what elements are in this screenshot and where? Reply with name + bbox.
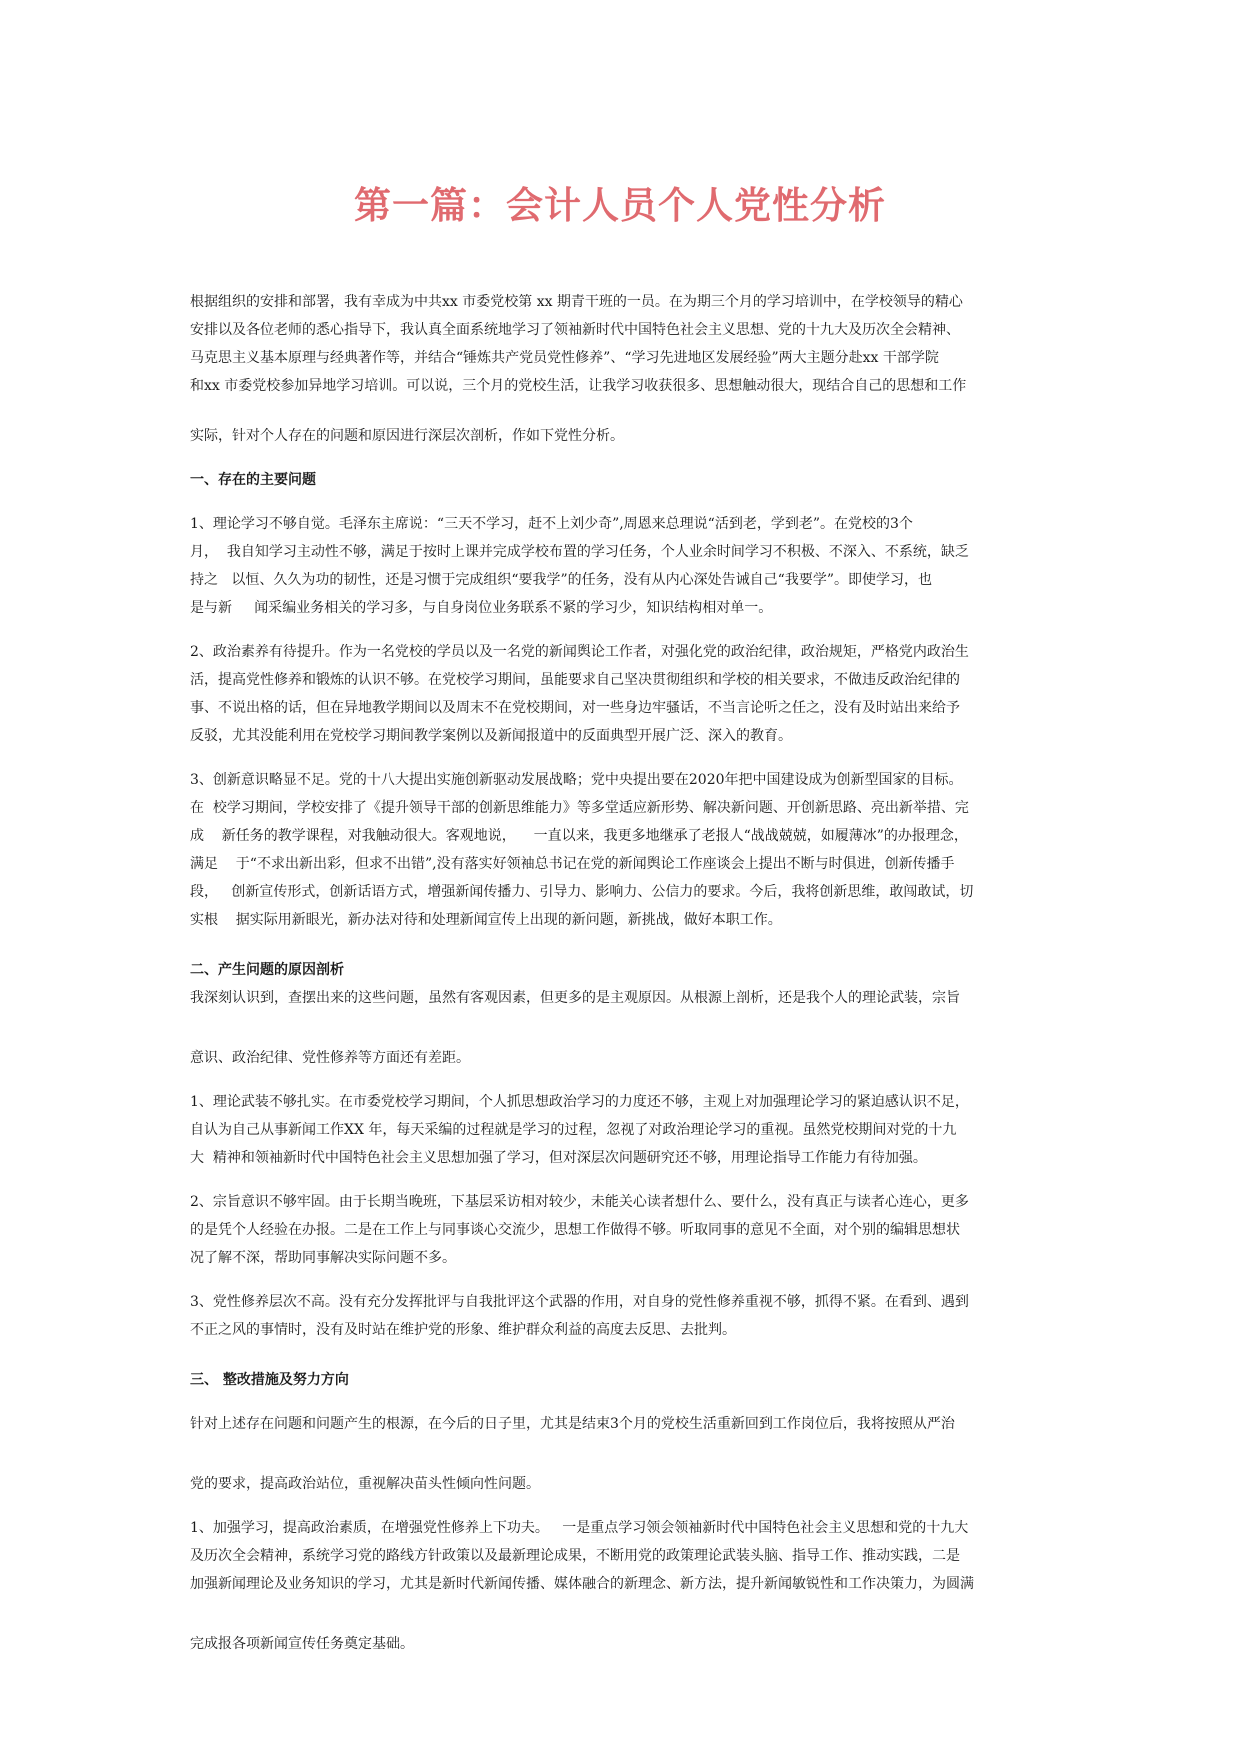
section-3-item-1: 1、加强学习，提高政治素质，在增强党性修养上下功夫。 一是重点学习领会领袖新时代中国特色社会主义思想和党的十九大 及历次全会精神，系统学习党的路线方针政策以及最新理论成果，不断用党的政策理论武装头脑、指导工作、推动实践，二是 加强新闻理论及业务知识的学习，尤其是新时代新闻传播、媒体融合的新理念、新方法，提升新闻敏锐性和工作决策力，为圆满 xyxy=(190,1520,974,1592)
page-title: 第一篇：会计人员个人党性分析 xyxy=(354,183,886,227)
intro-paragraph-continued: 实际，针对个人存在的问题和原因进行深层次剖析，作如下党性分析。 xyxy=(190,428,624,444)
section-3-lead-continued: 党的要求，提高政治站位，重视解决苗头性倾向性问题。 xyxy=(190,1476,540,1492)
section-2-item-3: 3、党性修养层次不高。没有充分发挥批评与自我批评这个武器的作用，对自身的党性修养重视不够，抓得不紧。在看到、遇到 不正之风的事情时，没有及时站在维护党的形象、维护群众利益的高度去反思、去批判。 xyxy=(190,1294,969,1338)
section-1-item-2: 2、政治素养有待提升。作为一名党校的学员以及一名党的新闻舆论工作者，对强化党的政治纪律，政治规矩，严格党内政治生 活，提高党性修养和锻炼的认识不够。在党校学习期间，虽能要求自己坚决贯彻组织和学校的相关要求，不做违反政治纪律的 事、不说出格的话，但在异地教学期间以及周末不在党校期间，对一些身边牢骚话，不当言论听之任之，没有及时站出来给予 反驳，尤其没能利用在党校学习期间教学案例以及新闻报道中的反面典型开展广泛、深入的教育。 xyxy=(190,644,969,744)
section-2-item-1: 1、理论武装不够扎实。在市委党校学习期间，个人抓思想政治学习的力度还不够，主观上对加强理论学习的紧迫感认识不足， 自认为自己从事新闻工作XX 年，每天采编的过程就是学习的过程，忽视了对政治理论学习的重视。虽然党校期间对党的十九 大 精神和领袖新时代中国特色社会主义思想加强了学习，但对深层次问题研究还不够，用理论指导工作能力有待加强。 xyxy=(190,1094,969,1166)
section-2-heading: 二、产生问题的原因剖析 xyxy=(190,962,344,978)
section-1-item-1: 1、理论学习不够自觉。毛泽东主席说：“三天不学习，赶不上刘少奇”,周恩来总理说“活到老，学到老”。在党校的3个 月， 我自知学习主动性不够，满足于按时上课并完成学校布置的学习任务，个人业余时间学习不积极、不深入、不系统，缺乏 持之 以恒、久久为功的韧性，还是习惯于完成组织“要我学”的任务，没有从内心深处告诫自己“我要学”。即使学习，也 是与新 闻采编业务相关的学习多，与自身岗位业务联系不紧的学习少，知识结构相对单一。 xyxy=(190,516,969,616)
section-3-heading: 三、 整改措施及努力方向 xyxy=(190,1372,349,1388)
section-3-lead: 针对上述存在问题和问题产生的根源，在今后的日子里，尤其是结束3个月的党校生活重新回到工作岗位后，我将按照从严治 xyxy=(190,1416,955,1432)
section-2-lead: 我深刻认识到，查摆出来的这些问题，虽然有客观因素，但更多的是主观原因。从根源上剖析，还是我个人的理论武装，宗旨 xyxy=(190,990,960,1006)
intro-paragraph: 根据组织的安排和部署，我有幸成为中共xx 市委党校第 xx 期青干班的一员。在为期三个月的学习培训中，在学校领导的精心 安排以及各位老师的悉心指导下，我认真全面系统地学习了领袖新时代中国特色社会主义思想、党的十九大及历次全会精神、 马克思主义基本原理与经典著作等，并结合“锤炼共产党员党性修养”、“学习先进地区发展经验”两大主题分赴xx 干部学院 和xx 市委党校参加异地学习培训。可以说，三个月的党校生活，让我学习收获很多、思想触动很大，现结合自己的思想和工作 xyxy=(190,294,967,394)
section-2-lead-continued: 意识、政治纪律、党性修养等方面还有差距。 xyxy=(190,1050,470,1066)
document-body xyxy=(190,288,1060,1658)
section-2-item-2: 2、宗旨意识不够牢固。由于长期当晚班，下基层采访相对较少，未能关心读者想什么、要什么，没有真正与读者心连心，更多 的是凭个人经验在办报。二是在工作上与同事谈心交流少，思想工作做得不够。听取同事的意见不全面，对个别的编辑思想状 况了解不深，帮助同事解决实际问题不多。 xyxy=(190,1194,969,1266)
section-1-heading: 一、存在的主要问题 xyxy=(190,472,316,488)
section-1-item-3: 3、创新意识略显不足。党的十八大提出实施创新驱动发展战略；党中央提出要在2020年把中国建设成为创新型国家的目标。 在 校学习期间，学校安排了《提升领导干部的创新思维能力》等多堂适应新形势、解决新问题、开创新思路、亮出新举措、完 成 新任务的教学课程，对我触动很大。客观地说， 一直以来，我更多地继承了老报人“战战兢兢，如履薄冰”的办报理念， 满足 于“不求出新出彩，但求不出错”,没有落实好领袖总书记在党的新闻舆论工作座谈会上提出不断与时俱进，创新传播手 段， 创新宣传形式，创新话语方式，增强新闻传播力、引导力、影响力、公信力的要求。今后，我将创新思维，敢闯敢试，切 实根 据实际用新眼光，新办法对待和处理新闻宣传上出现的新问题，新挑战，做好本职工作。 xyxy=(190,772,974,928)
section-3-item-1-continued: 完成报各项新闻宣传任务奠定基础。 xyxy=(190,1636,414,1652)
